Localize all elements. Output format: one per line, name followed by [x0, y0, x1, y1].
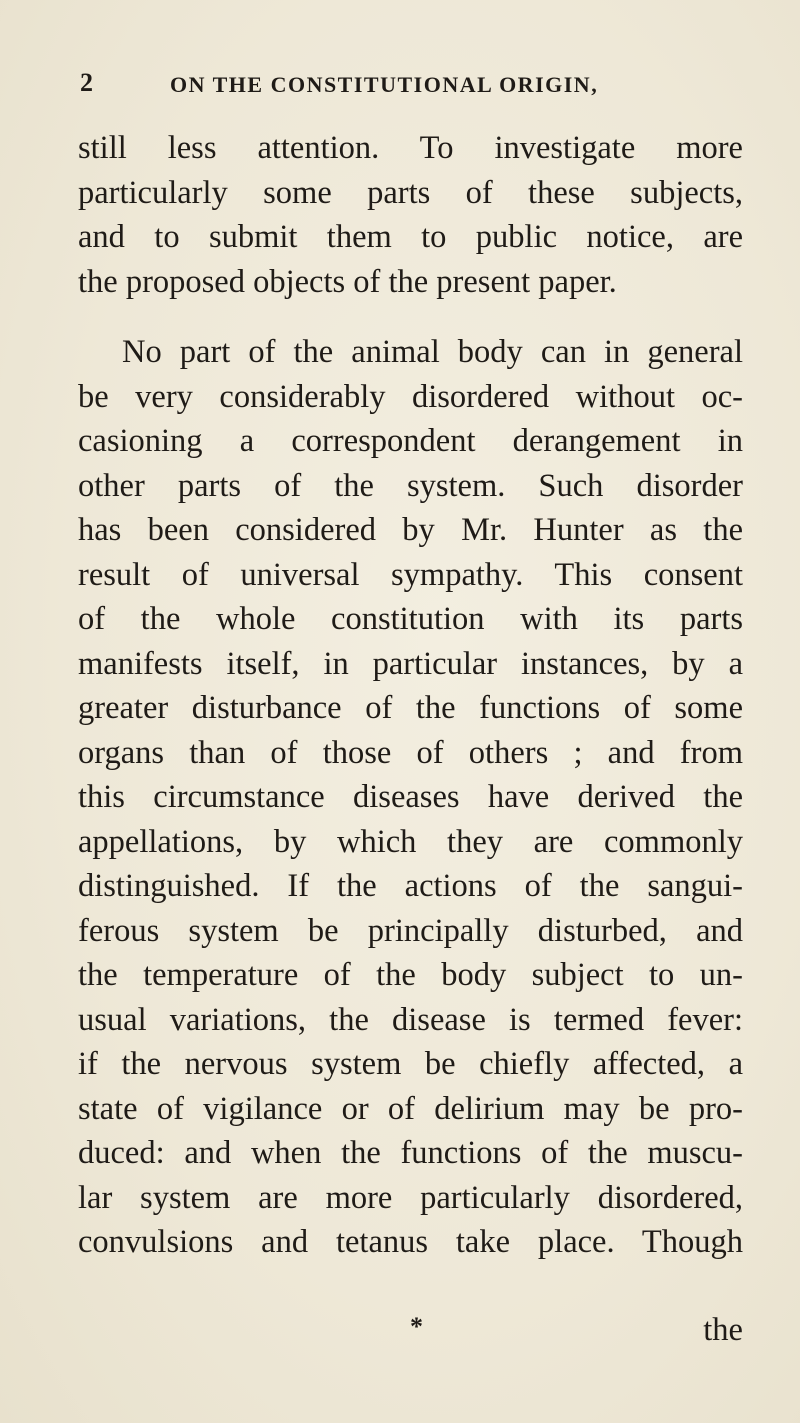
- text-line: organs than of those of others ; and from: [78, 734, 743, 771]
- text-line: usual variations, the disease is termed fever:: [78, 1001, 743, 1038]
- text-line: particularly some parts of these subjects,: [78, 174, 743, 211]
- text-line: greater disturbance of the functions of some: [78, 690, 743, 726]
- text-line: of the whole constitution with its parts: [78, 601, 743, 637]
- text-line: the proposed objects of the present paper.: [78, 263, 617, 300]
- text-line: distinguished. If the actions of the sangui-: [78, 868, 743, 904]
- text-line: convulsions and tetanus take place. Though: [78, 1224, 743, 1260]
- text-line: result of universal sympathy. This consent: [78, 556, 743, 593]
- page-footer: [78, 1312, 743, 1356]
- running-head-title: ON THE CONSTITUTIONAL ORIGIN,: [170, 72, 599, 97]
- text-line: still less attention. To investigate more: [78, 130, 743, 166]
- paragraph-gap: [78, 304, 743, 330]
- paragraph: [78, 126, 743, 304]
- text-line: lar system are more particularly disordered,: [78, 1179, 743, 1216]
- text-line: No part of the animal body can in general: [122, 334, 743, 370]
- catchword: the: [703, 1312, 743, 1348]
- running-head: [80, 68, 740, 108]
- text-line: duced: and when the functions of the muscu-: [78, 1135, 743, 1171]
- text-line: if the nervous system be chiefly affected, a: [78, 1046, 743, 1082]
- body-text: [78, 126, 743, 1265]
- text-line: other parts of the system. Such disorder: [78, 467, 743, 504]
- page-number: 2: [80, 68, 93, 97]
- text-line: be very considerably disordered without oc-: [78, 378, 743, 415]
- text-line: and to submit them to public notice, are: [78, 219, 743, 255]
- text-line: state of vigilance or of delirium may be pro-: [78, 1090, 743, 1127]
- text-line: ferous system be principally disturbed, and: [78, 912, 743, 949]
- text-line: the temperature of the body subject to un-: [78, 957, 743, 993]
- text-line: has been considered by Mr. Hunter as the: [78, 512, 743, 548]
- paragraph: [78, 330, 743, 1265]
- text-line: appellations, by which they are commonly: [78, 823, 743, 860]
- text-line: manifests itself, in particular instances, by a: [78, 645, 743, 682]
- text-line: this circumstance diseases have derived the: [78, 779, 743, 815]
- signature-mark: *: [410, 1312, 423, 1341]
- text-line: casioning a correspondent derangement in: [78, 423, 743, 459]
